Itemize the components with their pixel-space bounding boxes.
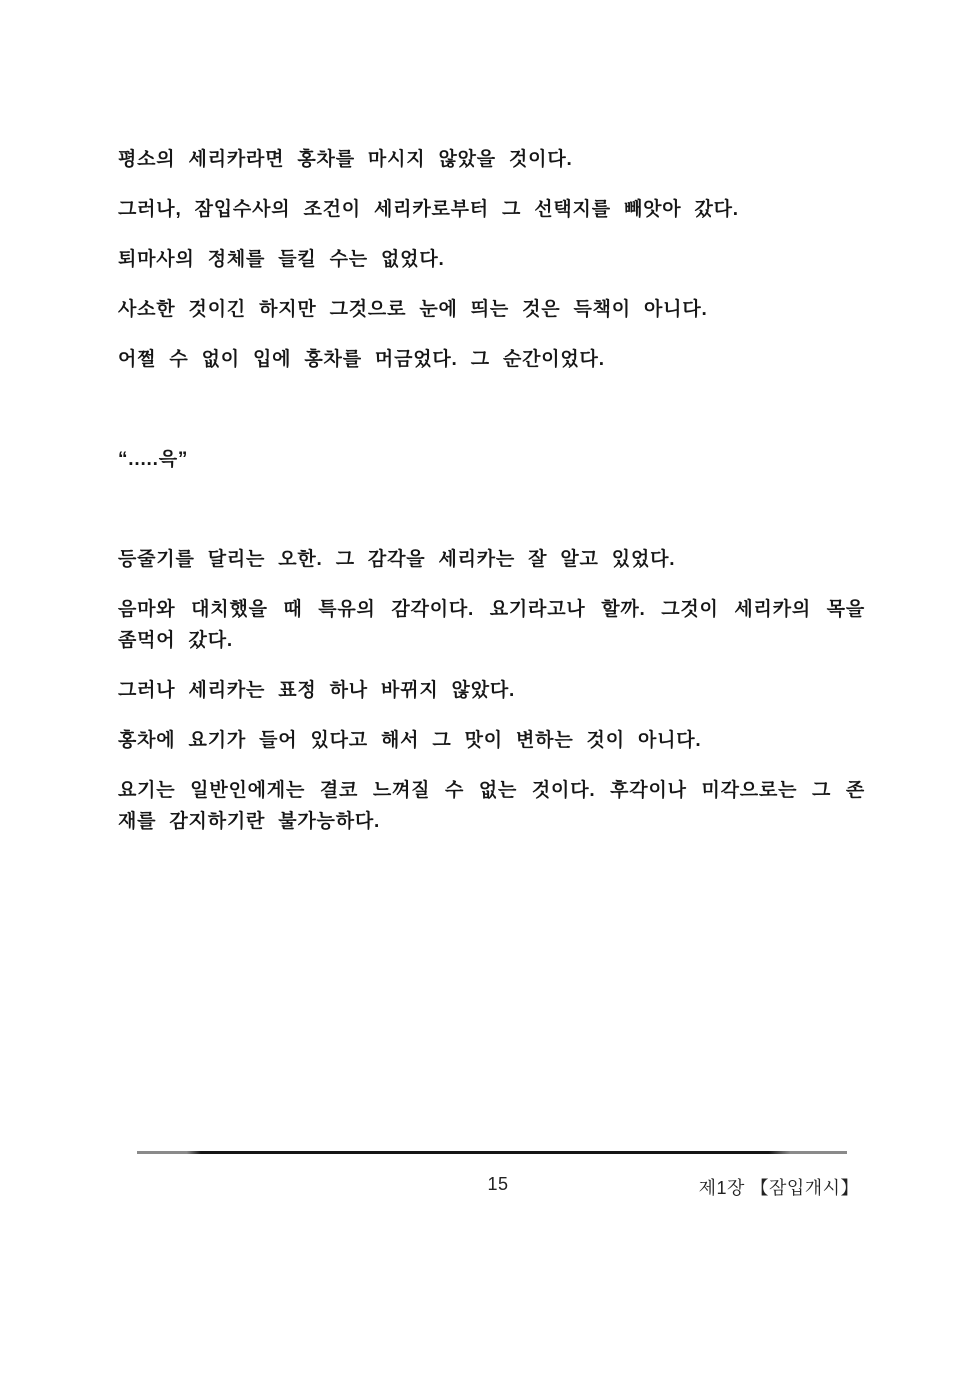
paragraph: 그러나, 잠입수사의 조건이 세리카로부터 그 선택지를 빼앗아 갔다. (118, 199, 739, 220)
footer-divider (137, 1151, 847, 1154)
paragraph: 평소의 세리카라면 홍차를 마시지 않았을 것이다. (118, 149, 573, 170)
chapter-title: 제1장 【잠입개시】 (698, 1178, 859, 1198)
blank-line (118, 494, 865, 525)
paragraph: 음마와 대치했을 때 특유의 감각이다. 요기라고나 할까. 그것이 세리카의 목을 좀먹어 갔다. (118, 599, 865, 651)
footer (137, 1174, 859, 1198)
paragraph: 사소한 것이긴 하지만 그것으로 눈에 띄는 것은 득책이 아니다. (118, 299, 708, 320)
paragraph: 그러나 세리카는 표정 하나 바뀌지 않았다. (118, 680, 516, 701)
paragraph: 홍차에 요기가 들어 있다고 해서 그 맛이 변하는 것이 아니다. (118, 730, 702, 751)
body-text (118, 144, 865, 856)
dialogue-line: “.....윽” (118, 449, 189, 470)
paragraph: 요기는 일반인에게는 결코 느껴질 수 없는 것이다. 후각이나 미각으로는 그 존재를 감지하기란 불가능하다. (118, 780, 865, 832)
paragraph: 어쩔 수 없이 입에 홍차를 머금었다. 그 순간이었다. (118, 349, 605, 370)
page-number: 15 (487, 1174, 509, 1194)
paragraph: 등줄기를 달리는 오한. 그 감각을 세리카는 잘 알고 있었다. (118, 549, 676, 570)
blank-line (118, 394, 865, 425)
paragraph: 퇴마사의 정체를 들킬 수는 없었다. (118, 249, 445, 270)
